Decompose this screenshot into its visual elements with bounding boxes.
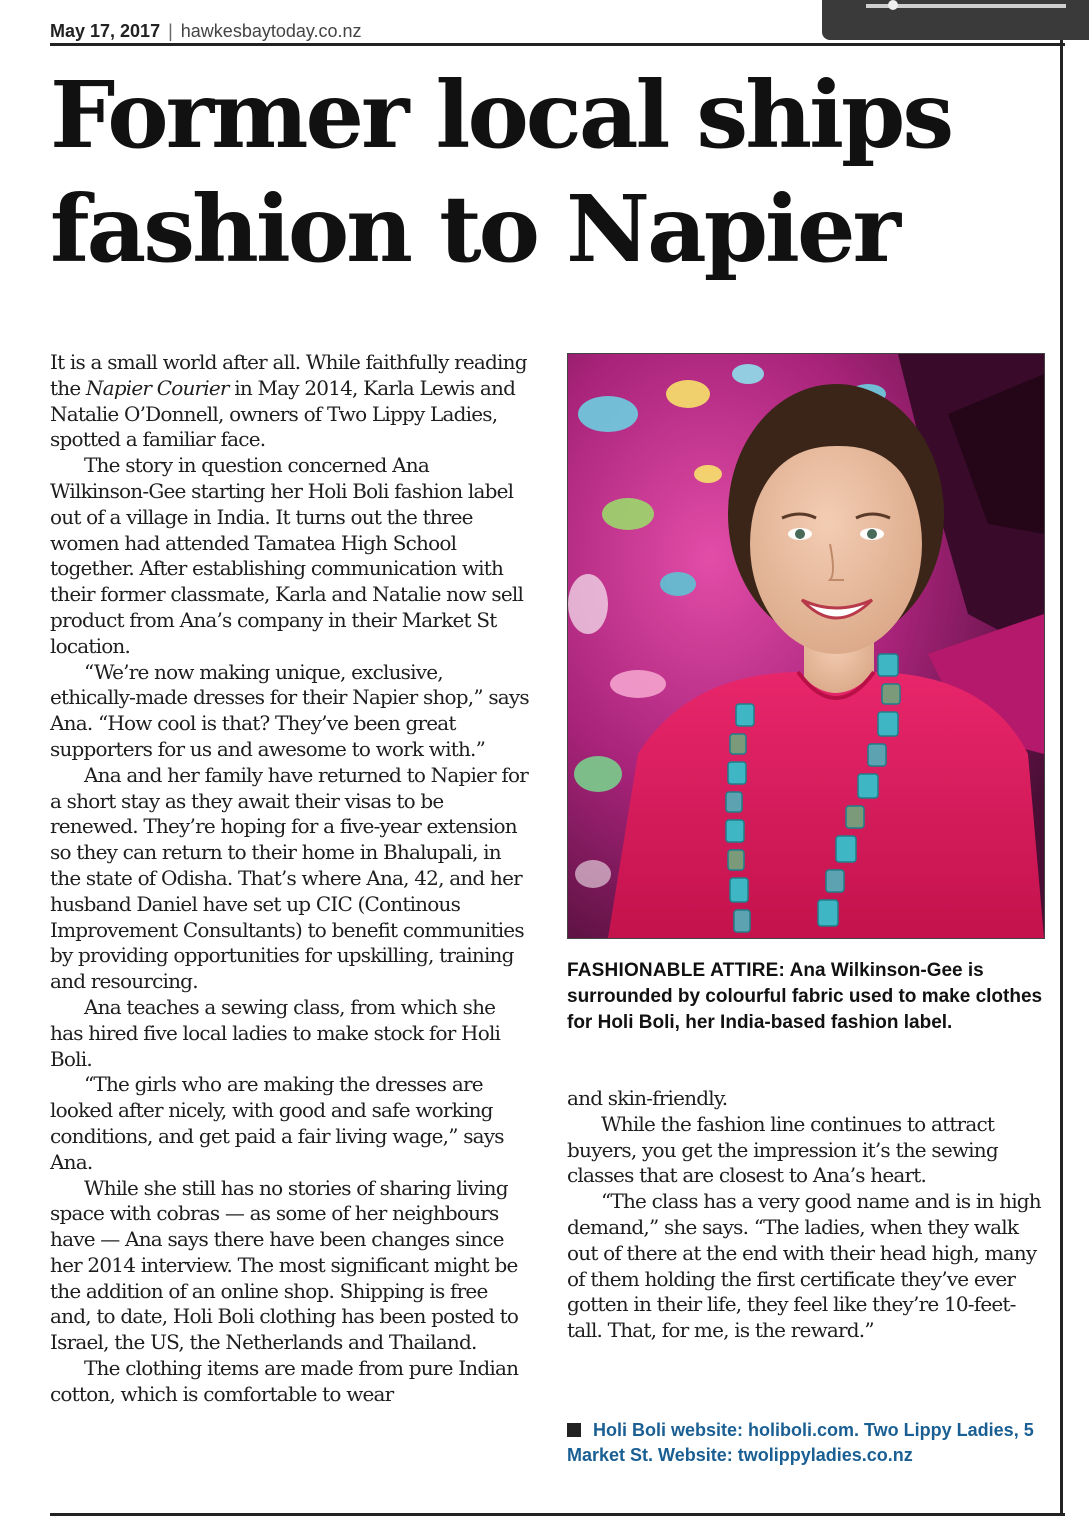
paragraph: While the fashion line continues to attract buyers, you get the impression it’s the sewing classes that are closest to Ana’s heart. [567, 1111, 998, 1188]
page-header [50, 12, 820, 42]
publication-date: May 17, 2017 [50, 21, 161, 41]
bottom-rule [50, 1513, 1065, 1516]
info-box [567, 1418, 1037, 1468]
article-photo [567, 353, 1045, 939]
photo-caption [567, 958, 1047, 1036]
paragraph-continued: and skin-friendly. [567, 1086, 728, 1110]
viewer-zoom-control[interactable] [822, 0, 1089, 40]
paragraph-quote: “We’re now making unique, exclusive, ethically-made dresses for their Napier shop,” says Ana. “How cool is that? They’ve been great supporters for us and awesome to work with.” [50, 659, 529, 761]
paragraph-quote: “The class has a very good name and is in high demand,” she says. “The ladies, when they walk out of there at the end with their head high, many of them holding the first certificate they’ve ever gotten in their life, they feel like they’re 10-feet-tall. That, for me, is the reward.” [567, 1189, 1041, 1343]
article-body-left-column [50, 350, 530, 1408]
portrait-illustration [568, 354, 1044, 938]
caption-lead: FASHIONABLE ATTIRE: [567, 960, 786, 981]
paragraph: The clothing items are made from pure Indian cotton, which is comfortable to wear [50, 1356, 519, 1406]
paragraph: Ana and her family have returned to Napier for a short stay as they await their visas to be renewed. They’re hoping for a five-year extension so they can return to their home in Bhalupali, in the state of Odisha. That’s where Ana, 42, and her husband Daniel have set up CIC (Continous Improvement Consultants) to benefit communities by providing opportunities for upskilling, training and resourcing. [50, 762, 529, 994]
paragraph-intro: It is a small world after all. While faithfully reading the Napier Courier in May 2014, Karla Lewis and Natalie O’Donnell, owners of Two Lippy Ladies, spotted a familiar face. [50, 350, 527, 452]
right-rule [1060, 40, 1063, 1516]
paragraph: The story in question concerned Ana Wilkinson-Gee starting her Holi Boli fashion label out of a village in India. It turns out the three women had attended Tamatea High School together. After establishing communication with their former classmate, Karla and Natalie now sell product from Ana’s company in their Market St location. [50, 453, 524, 658]
paragraph: While she still has no stories of sharing living space with cobras — as some of her neighbours have — Ana says there have been changes since her 2014 interview. The most significant might be the addition of an online shop. Shipping is free and, to date, Holi Boli clothing has been posted to Israel, the US, the Netherlands and Thailand. [50, 1175, 519, 1355]
article-headline: Former local ships fashion to Napier [50, 61, 952, 283]
publication-name: Napier Courier [85, 375, 229, 400]
paragraph: Ana teaches a sewing class, from which she has hired five local ladies to make stock for Holi Boli. [50, 994, 501, 1071]
top-rule [50, 43, 1065, 46]
publication-site: hawkesbaytoday.co.nz [180, 21, 362, 41]
square-bullet-icon [567, 1423, 581, 1437]
article-body-right-column [567, 1086, 1045, 1344]
caption-text: Ana Wilkinson-Gee is surrounded by colourful fabric used to make clothes for Holi Boli, her India-based fashion label. [567, 960, 1043, 1033]
zoom-slider-handle[interactable] [888, 0, 898, 10]
info-text: Holi Boli website: holiboli.com. Two Lippy Ladies, 5 Market St. Website: twolippyladies.co.nz [567, 1420, 1034, 1465]
header-separator: | [168, 21, 173, 41]
paragraph-quote: “The girls who are making the dresses are looked after nicely, with good and safe working conditions, and get paid a fair living wage,” says Ana. [50, 1072, 504, 1174]
